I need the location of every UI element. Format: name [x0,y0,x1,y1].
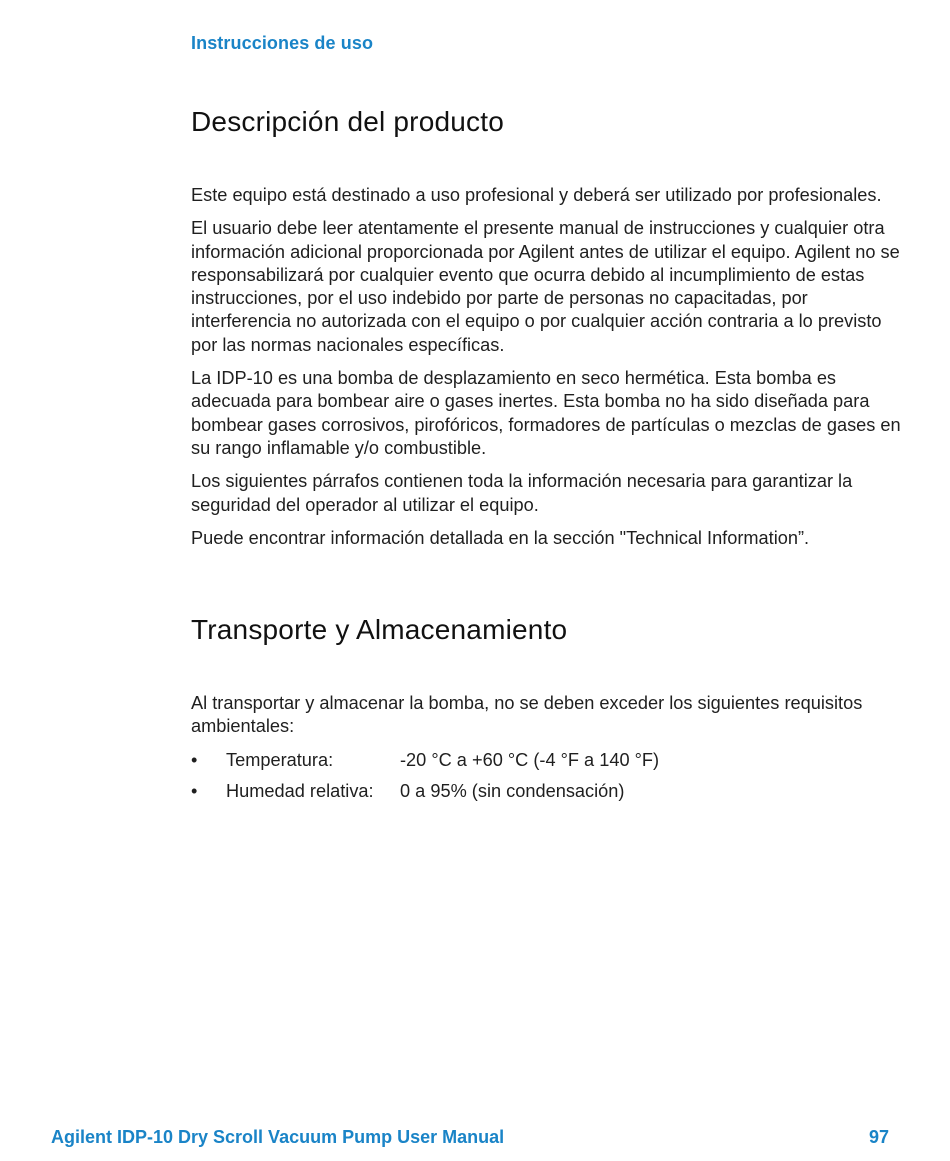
footer-manual-title: Agilent IDP-10 Dry Scroll Vacuum Pump User Manual [51,1127,505,1147]
paragraph: Al transportar y almacenar la bomba, no se deben exceder los siguientes requisitos ambientales: [191,693,863,737]
paragraph: Este equipo está destinado a uso profesional y deberá ser utilizado por profesionales. [191,185,882,205]
running-header: Instrucciones de uso [191,33,374,53]
requirements-list [191,749,906,804]
section-title-product-description: Descripción del producto [191,106,504,137]
section-body-product-description [191,184,906,550]
bullet-icon: • [191,749,198,770]
paragraph: El usuario debe leer atentamente el presente manual de instrucciones y cualquier otra información adicional proporcionada por Agilent antes de utilizar el equipo. Agilent no se responsabilizará por cualquier evento que ocurra debido al incumplimiento de estas instrucciones, por el uso indebido por parte de personas no capacitadas, por interferencia no autorizada con el equipo o por cualquier acción contraria a lo previsto por las normas nacionales específicas. [191,218,900,355]
list-item [191,780,906,803]
footer-page-number: 97 [868,1127,889,1147]
list-item-value: 0 a 95% (sin condensación) [400,781,625,802]
section-body-transport-storage [191,692,906,803]
paragraph: La IDP-10 es una bomba de desplazamiento en seco hermética. Esta bomba es adecuada para bombear aire o gases inertes. Esta bomba no ha sido diseñada para bombear gases corrosivos, pirofóricos, formadores de partículas o mezclas de gases en su rango inflamable y/o combustible. [191,368,901,458]
list-item-label: Temperatura: [226,749,334,770]
page-content [191,104,906,811]
list-item-label: Humedad relativa: [226,781,374,802]
paragraph: Puede encontrar información detallada en la sección "Technical Information”. [191,527,810,548]
bullet-icon: • [191,781,198,802]
section-title-transport-storage: Transporte y Almacenamiento [191,614,568,646]
list-item [191,749,906,772]
paragraph: Los siguientes párrafos contienen toda la información necesaria para garantizar la seguridad del operador al utilizar el equipo. [191,471,853,515]
list-item-value: -20 °C a +60 °C (-4 °F a 140 °F) [400,749,660,770]
